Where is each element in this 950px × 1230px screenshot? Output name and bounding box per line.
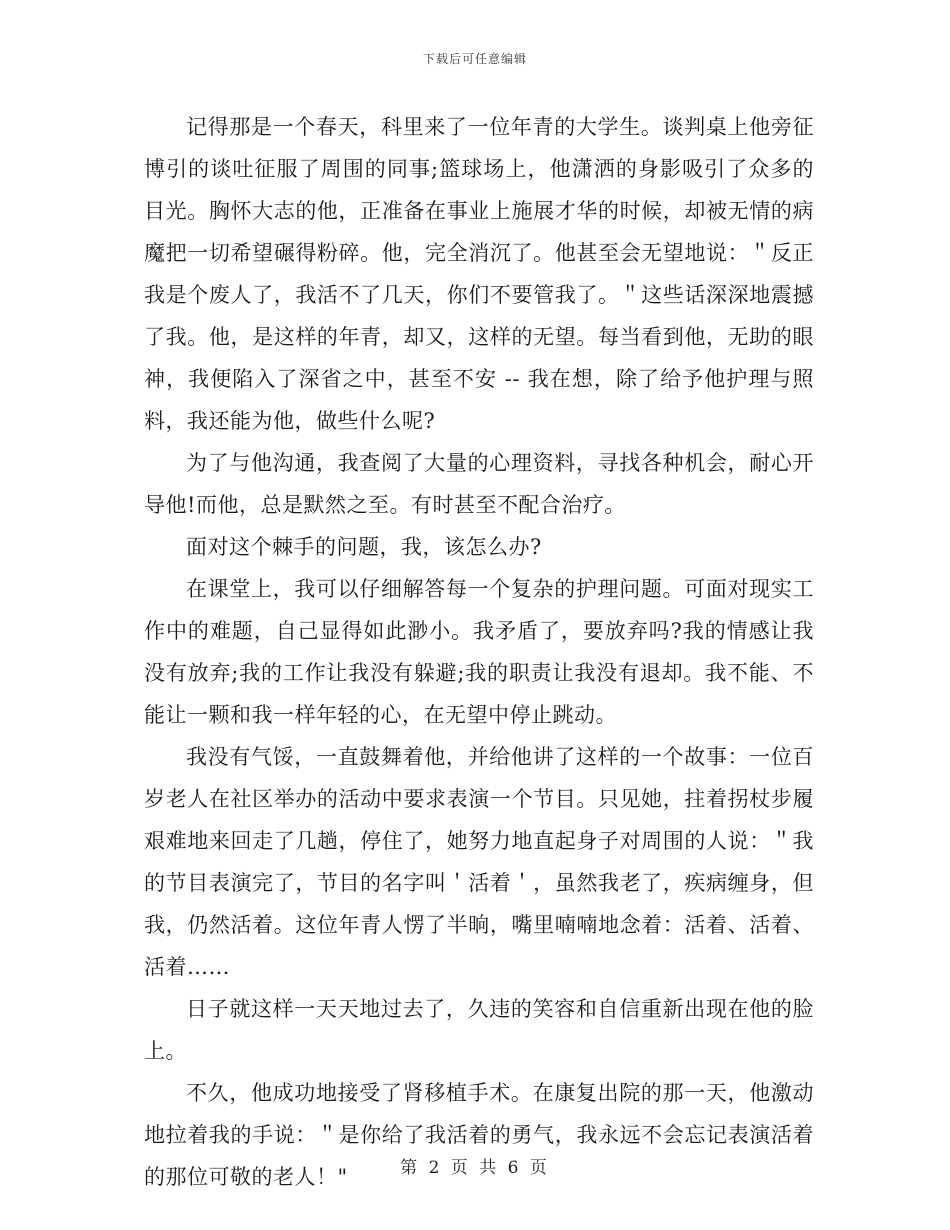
paragraph-4: 在课堂上，我可以仔细解答每一个复杂的护理问题。可面对现实工作中的难题，自己显得如此渺小。我矛盾了，要放弃吗?我的情感让我没有放弃;我的工作让我没有躲避;我的职责让我没有退却。我不能、不能让一颗和我一样年轻的心，在无望中停止跳动。: [144, 577, 814, 727]
paragraph-2: 为了与他沟通，我查阅了大量的心理资料，寻找各种机会，耐心开导他!而他，总是默然之至。有时甚至不配合治疗。: [144, 451, 814, 517]
paragraph-3: 面对这个棘手的问题，我，该怎么办?: [186, 535, 542, 559]
page-number-footer: 第 2 页 共 6 页: [400, 1158, 550, 1178]
paragraph-6: 日子就这样一天天地过去了，久违的笑容和自信重新出现在他的脸上。: [144, 997, 814, 1063]
paragraph-1: 记得那是一个春天，科里来了一位年青的大学生。谈判桌上他旁征博引的谈吐征服了周围的同事;篮球场上，他潇洒的身影吸引了众多的目光。胸怀大志的他，正准备在事业上施展才华的时候，却被无情的病魔把一切希望碾得粉碎。他，完全消沉了。他甚至会无望地说：＂反正我是个废人了，我活不了几天，你们不要管我了。＂这些话深深地震撼了我。他，是这样的年青，却又，这样的无望。每当看到他，无助的眼神，我便陷入了深省之中，甚至不安 -- 我在想，除了给予他护理与照料，我还能为他，做些什么呢?: [144, 115, 814, 433]
paragraph-7: 不久，他成功地接受了肾移植手术。在康复出院的那一天，他激动地拉着我的手说：＂是你给了我活着的勇气，我永远不会忘记表演活着的那位可敬的老人！": [144, 1081, 814, 1189]
paragraph-5: 我没有气馁，一直鼓舞着他，并给他讲了这样的一个故事：一位百岁老人在社区举办的活动中要求表演一个节目。只见她，拄着拐杖步履艰难地来回走了几趟，停住了，她努力地直起身子对周围的人说：＂我的节目表演完了，节目的名字叫＇活着＇，虽然我老了，疾病缠身，但我，仍然活着。这位年青人愣了半晌，嘴里喃喃地念着：活着、活着、活着……: [144, 745, 814, 979]
page-header: 下载后可任意编辑: [422, 52, 527, 66]
document-body: [144, 106, 814, 1198]
